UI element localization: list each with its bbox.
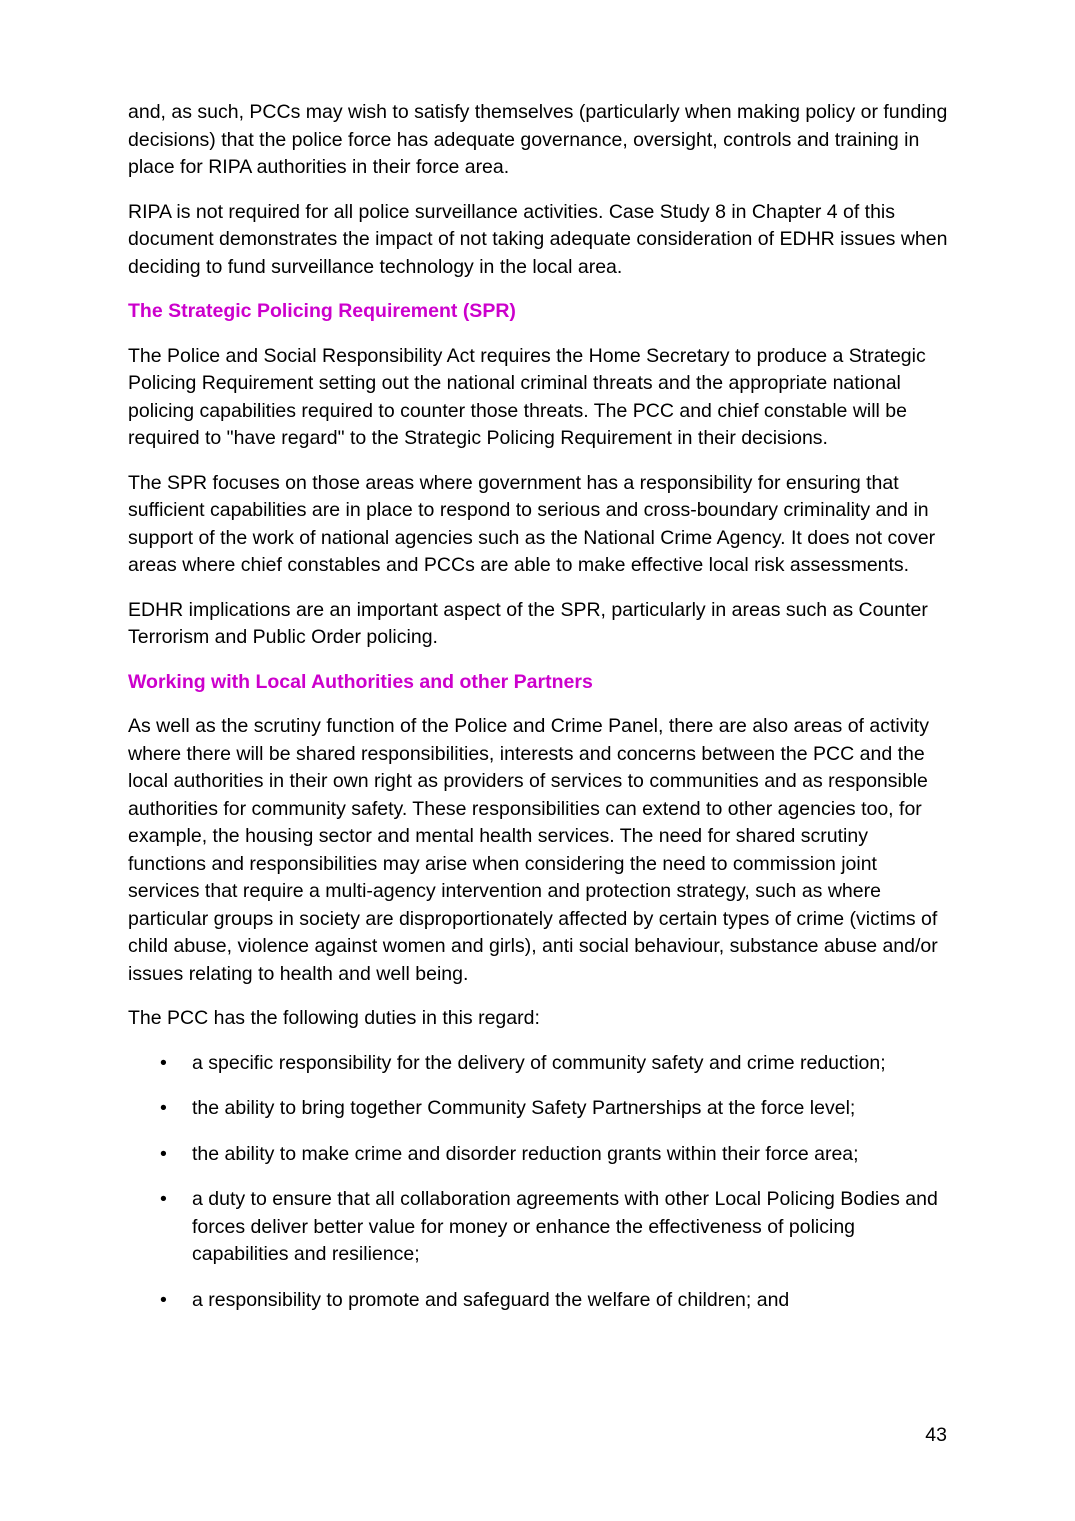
bullet-icon: • — [160, 1097, 167, 1119]
heading-local-authorities: Working with Local Authorities and other Partners — [128, 670, 593, 693]
list-item-text: a responsibility to promote and safeguard the welfare of children; and — [192, 1288, 790, 1311]
list-item — [128, 1095, 948, 1123]
paragraph-spr-focus: The SPR focuses on those areas where government has a responsibility for ensuring that sufficient capabilities are in place to respond to serious and cross-boundary criminality and in support of the work of national agencies such as the National Crime Agency. It does not cover areas where chief constables and PCCs are able to make effective local risk assessments. — [128, 471, 936, 576]
list-item-text: a duty to ensure that all collaboration agreements with other Local Policing Bodies and forces deliver better value for money or enhance the effectiveness of policing capabilities and resilience; — [192, 1188, 938, 1265]
list-item — [128, 1186, 948, 1269]
bullet-icon: • — [160, 1142, 167, 1165]
list-item-text: the ability to bring together Community Safety Partnerships at the force level; — [192, 1097, 856, 1119]
list-item-text: a specific responsibility for the delivery of community safety and crime reduction; — [192, 1051, 886, 1074]
paragraph-edhr-implications: EDHR implications are an important aspect of the SPR, particularly in areas such as Counter Terrorism and Public Order policing. — [128, 598, 928, 648]
document-page — [128, 99, 948, 1332]
bullet-icon: • — [160, 1288, 167, 1311]
paragraph-shared-responsibilities: As well as the scrutiny function of the Police and Crime Panel, there are also areas of activity where there will be shared responsibilities, interests and concerns between the PCC and the local authorities in their own right as providers of services to communities and as responsible authorities for community safety. These responsibilities can extend to other agencies too, for example, the housing sector and mental health services. The need for shared scrutiny functions and responsibilities may arise when considering the need to commission joint services that require a multi-agency intervention and protection strategy, such as where particular groups in society are disproportionately affected by certain types of crime (victims of child abuse, violence against women and girls), anti social behaviour, substance abuse and/or issues relating to health and well being. — [128, 715, 938, 985]
page-number: 43 — [925, 1424, 947, 1446]
bullet-icon: • — [160, 1051, 167, 1074]
list-item — [128, 1141, 948, 1169]
duties-list — [128, 1050, 948, 1315]
heading-strategic-policing-requirement: The Strategic Policing Requirement (SPR) — [128, 300, 516, 322]
paragraph-ripa-surveillance: RIPA is not required for all police surveillance activities. Case Study 8 in Chapter 4 of this document demonstrates the impact of not taking adequate consideration of EDHR issues when deciding to fund surveillance technology in the local area. — [128, 200, 948, 278]
paragraph-spr-act: The Police and Social Responsibility Act requires the Home Secretary to produce a Strategic Policing Requirement setting out the national criminal threats and the appropriate national policing capabilities required to counter those threats. The PCC and chief constable will be required to "have regard" to the Strategic Policing Requirement in their decisions. — [128, 344, 926, 449]
list-item — [128, 1287, 948, 1315]
paragraph-ripa-governance: and, as such, PCCs may wish to satisfy themselves (particularly when making policy or funding decisions) that the police force has adequate governance, oversight, controls and training in place for RIPA authorities in their force area. — [128, 101, 948, 178]
list-item — [128, 1050, 948, 1078]
list-item-text: the ability to make crime and disorder reduction grants within their force area; — [192, 1142, 859, 1165]
bullet-icon: • — [160, 1188, 167, 1210]
paragraph-pcc-duties-intro: The PCC has the following duties in this regard: — [128, 1007, 540, 1029]
